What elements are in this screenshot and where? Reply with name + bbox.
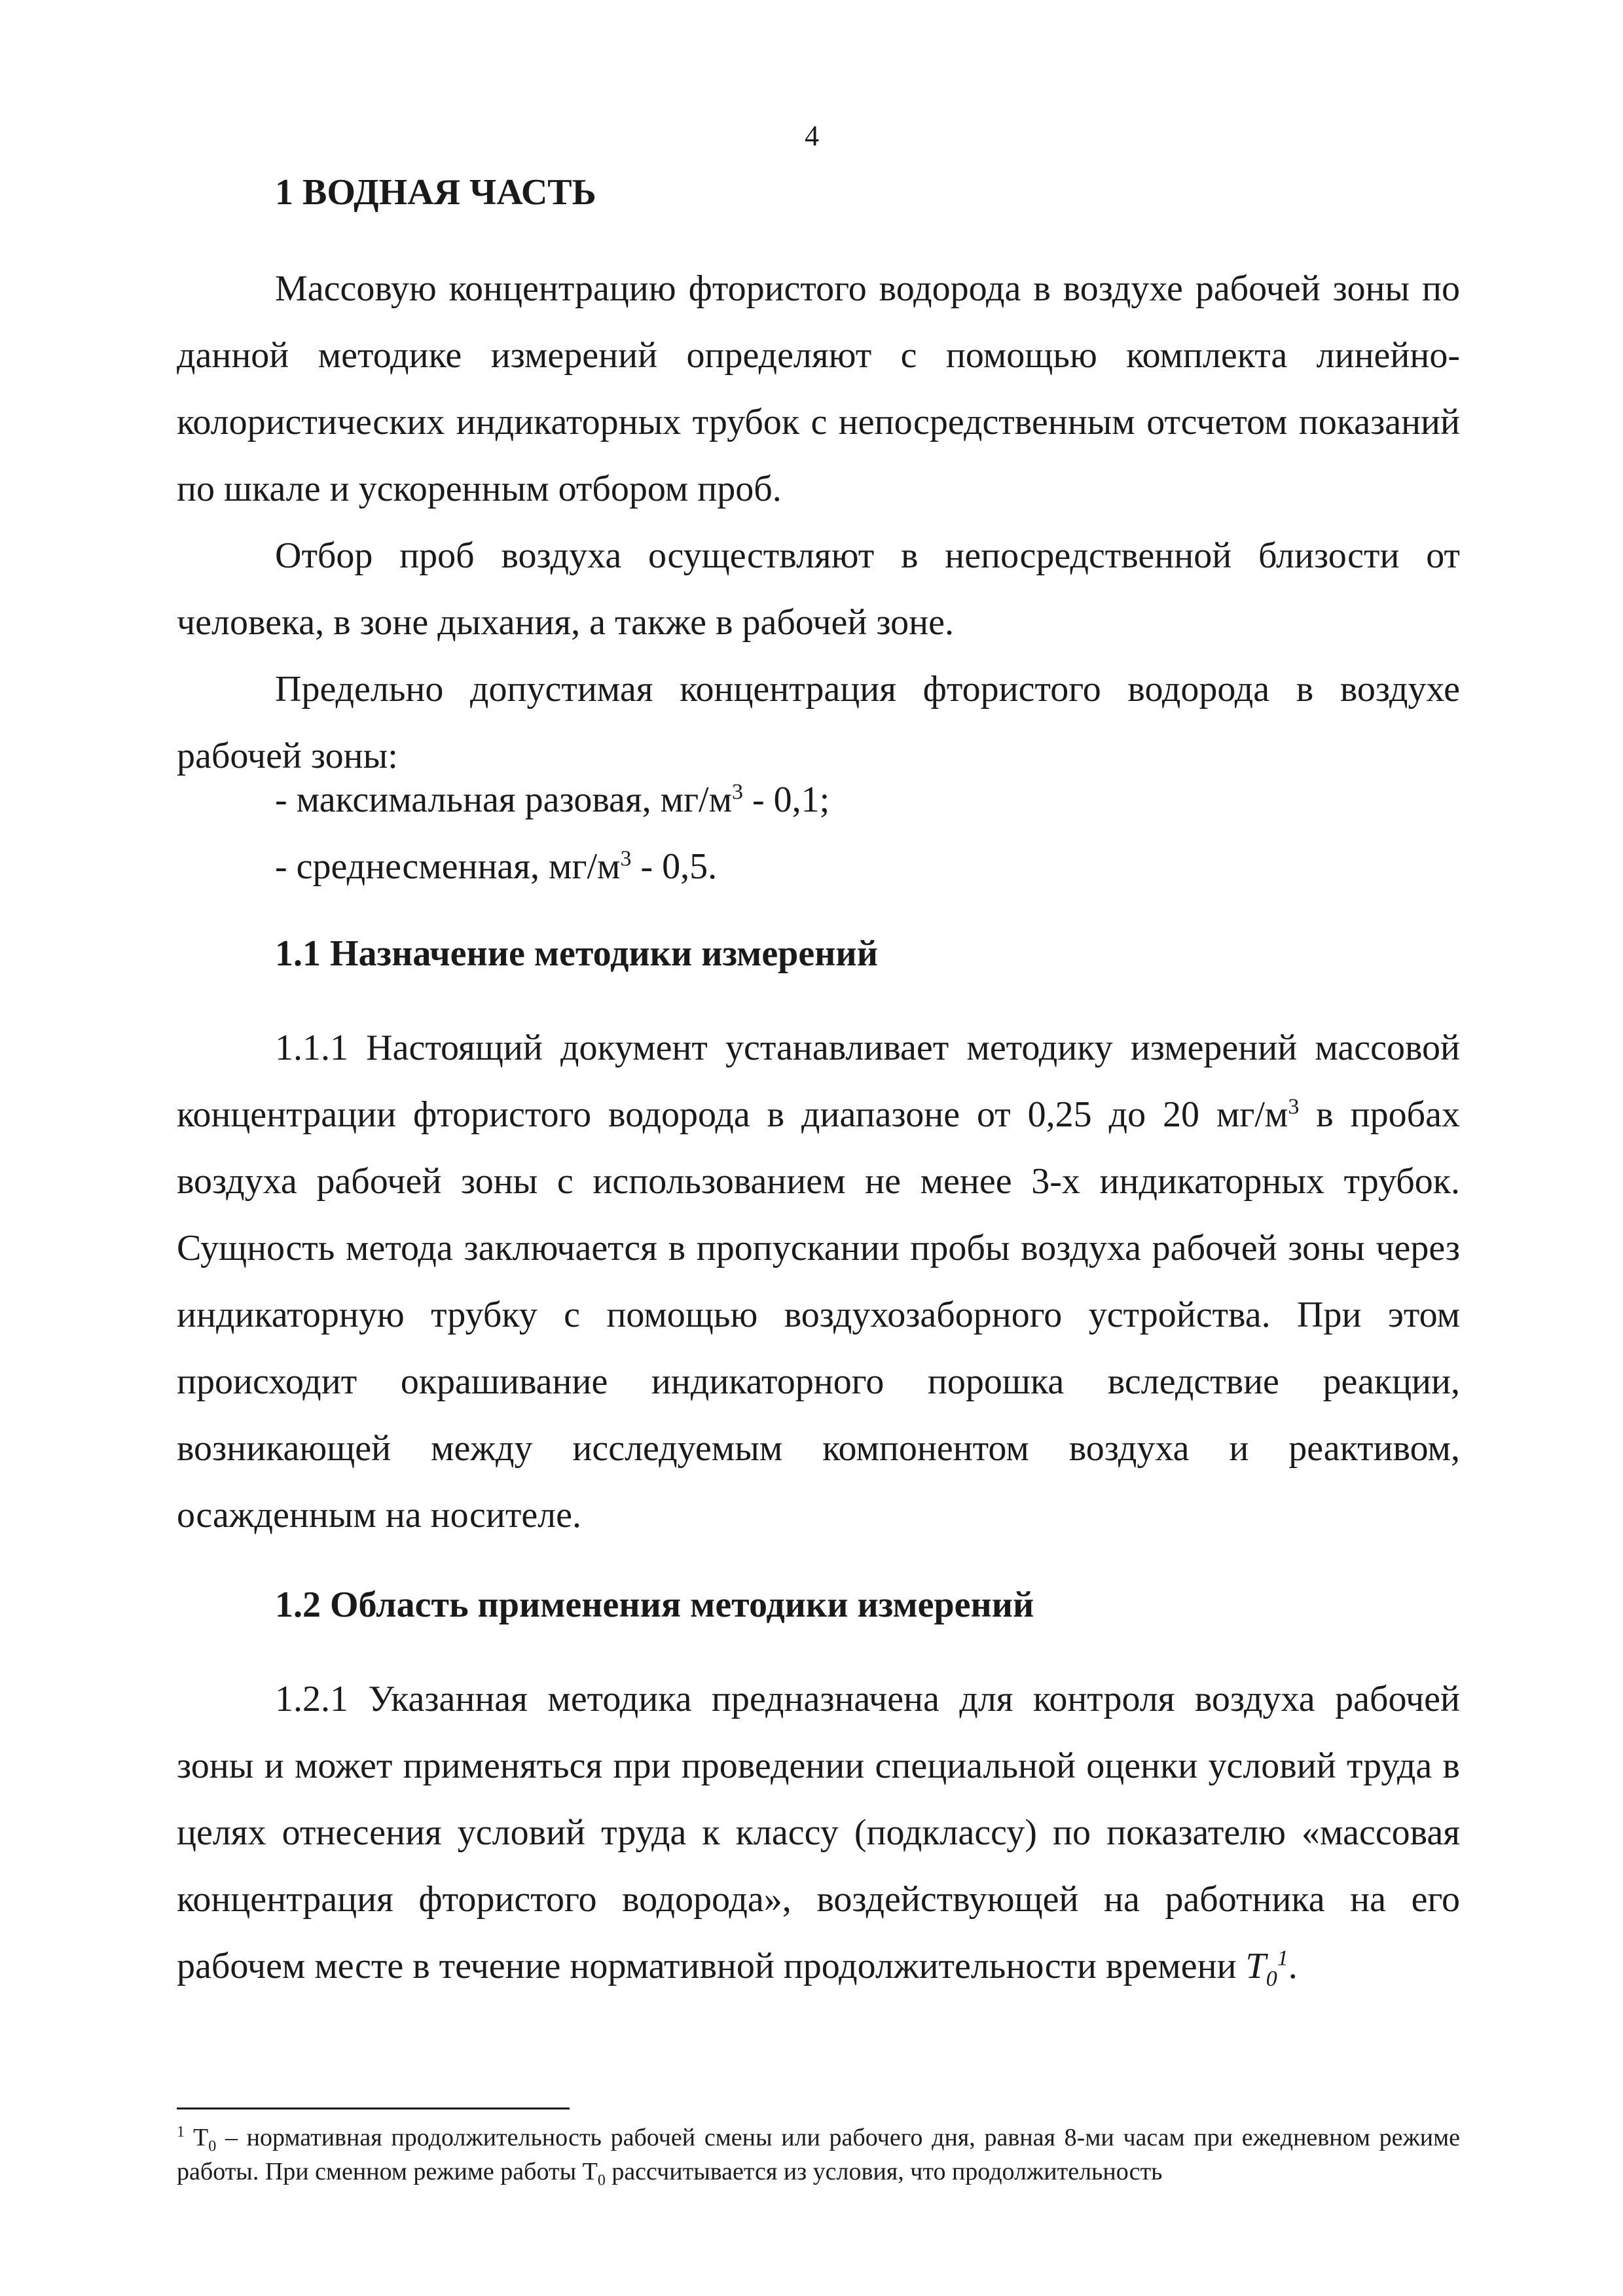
paragraph-3: Предельно допустимая концентрация фтористого водорода в воздухе рабочей зоны: <box>177 669 1460 776</box>
footnote <box>177 2121 1460 2189</box>
list-item-value: - 0,1; <box>743 780 830 820</box>
section-1-1-paragraphs <box>177 1014 1460 1549</box>
footnote-reference[interactable]: 1 <box>1277 1946 1288 1971</box>
section-heading-1-1: 1.1 Назначение методики измерений <box>275 933 878 974</box>
list-item-label: - максимальная разовая, мг/м <box>275 780 733 820</box>
page-number: 4 <box>805 120 819 152</box>
list-item-label: - среднесменная, мг/м <box>275 846 621 887</box>
variable-t: T <box>1245 1946 1266 1986</box>
list-item-value: - 0,5. <box>631 846 718 887</box>
section-1-2-paragraphs <box>177 1666 1460 2000</box>
unit-superscript: 3 <box>1288 1094 1300 1119</box>
paragraph-1-2-1 <box>177 1666 1460 2000</box>
list-item-max-single <box>275 779 830 821</box>
list-item-sup: 3 <box>620 846 632 871</box>
section-heading-1-2: 1.2 Область применения методики измерений <box>275 1585 1034 1625</box>
footnote-variable: T <box>193 2124 209 2151</box>
footnote-variable-subscript: 0 <box>208 2138 217 2155</box>
footnote-text-cont: рассчитывается из условия, что продолжительность <box>605 2158 1163 2185</box>
paragraph-text-cont: в пробах воздуха рабочей зоны с использованием не менее 3-х индикаторных трубок. Сущность метода заключается в пропускании пробы воздуха рабочей зоны через индикаторную трубку с помощью воздухозаборного устройства. При этом происходит окрашивание индикаторного порошка вследствие реакции, возникающей между исследуемым компонентом воздуха и реактивом, осажденным на носителе. <box>177 1094 1460 1535</box>
paragraph-end: . <box>1288 1946 1298 1986</box>
variable-subscript: 0 <box>1266 1967 1277 1992</box>
section-heading-1: 1 ВОДНАЯ ЧАСТЬ <box>275 172 596 213</box>
paragraph-2: Отбор проб воздуха осуществляют в непосредственной близости от человека, в зоне дыхания, а также в рабочей зоне. <box>177 535 1460 643</box>
paragraph-1-1-1 <box>177 1014 1460 1549</box>
footnote-separator <box>177 2108 570 2109</box>
section-1-paragraphs <box>177 255 1460 789</box>
footnote-text-subscript: 0 <box>597 2172 606 2189</box>
footnote-marker: 1 <box>177 2123 185 2141</box>
footnote-text: – нормативная продолжительность рабочей смены или рабочего дня, равная 8-ми часам при ежедневном режиме работы. При сменном режиме работы T <box>177 2124 1460 2185</box>
list-item-shift-average <box>275 846 717 888</box>
list-item-sup: 3 <box>732 780 744 804</box>
paragraph-text: 1.1.1 Настоящий документ устанавливает методику измерений массовой концентрации фтористого водорода в диапазоне от 0,25 до 20 мг/м <box>177 1028 1460 1135</box>
paragraph-text: 1.2.1 Указанная методика предназначена для контроля воздуха рабочей зоны и может применяться при проведении специальной оценки условий труда в целях отнесения условий труда к классу (подклассу) по показателю «массовая концентрация фтористого водорода», воздействующей на работника на его рабочем месте в течение нормативной продолжительности времени <box>177 1679 1460 1986</box>
paragraph-1: Массовую концентрацию фтористого водорода в воздухе рабочей зоны по данной методике измерений определяют с помощью комплекта линейно-колористических индикаторных трубок с непосредственным отсчетом показаний по шкале и ускоренным отбором проб. <box>177 268 1460 509</box>
